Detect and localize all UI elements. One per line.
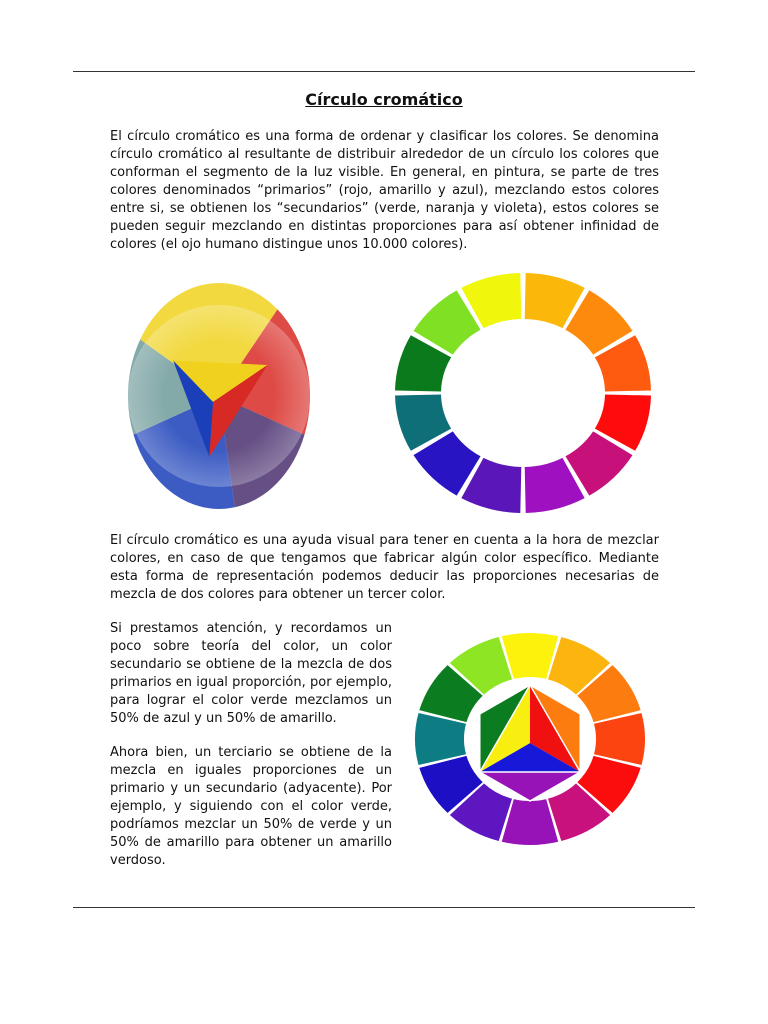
paragraph-intro: El círculo cromático es una forma de ordenar y clasificar los colores. Se denomina círculo cromático al resultante de distribuir alrededor de un círculo los colores que conforman el segmento de la luz visible. En general, en pintura, se parte de tres colores denominados “primarios” (rojo, amarillo y azul), mezclando estos colores entre si, se obtienen los “secundarios” (verde, naranja y violeta), estos colores se pueden seguir mezclando en distintas proporciones para así obtener infinidad de colores (el ojo humano distingue unos 10.000 colores). [110, 129, 659, 252]
page-title: Círculo cromático [305, 90, 463, 109]
paragraph-visual-aid: El círculo cromático es una ayuda visual para tener en cuenta a la hora de mezclar colores, en caso de que tengamos que fabricar algún color específico. Mediante esta forma de representación podemos deducir las proporciones necesarias de mezcla de dos colores para obtener un tercer color. [110, 533, 659, 602]
itten-wheel-segment [415, 713, 466, 765]
ring-wheel-segments [395, 273, 651, 513]
paragraph-tertiary: Ahora bien, un terciario se obtiene de la mezcla en iguales proporciones de un primario y un secundario (adyacente). Por ejemplo, y siguiendo con el color verde, podríamos mezclar un 50% de verde y un 50% de amarillo para obtener un amarillo verdoso. [110, 745, 392, 868]
ring-color-wheel-figure [393, 272, 653, 514]
itten-wheel-segment [502, 633, 558, 679]
itten-inner-star [480, 685, 580, 801]
itten-wheel-segment [502, 799, 558, 845]
itten-color-wheel-figure [413, 630, 647, 848]
top-rule [73, 71, 695, 72]
bottom-rule [73, 907, 695, 908]
itten-wheel-segment [594, 713, 645, 765]
watercolor-wheel-figure [128, 283, 310, 510]
paragraph-secondary: Si prestamos atención, y recordamos un poco sobre teoría del color, un color secundario se obtiene de la mezcla de dos primarios en igual proporción, por ejemplo, para lograr el color verde mezclamos un 50% de azul y un 50% de amarillo. [110, 621, 392, 726]
